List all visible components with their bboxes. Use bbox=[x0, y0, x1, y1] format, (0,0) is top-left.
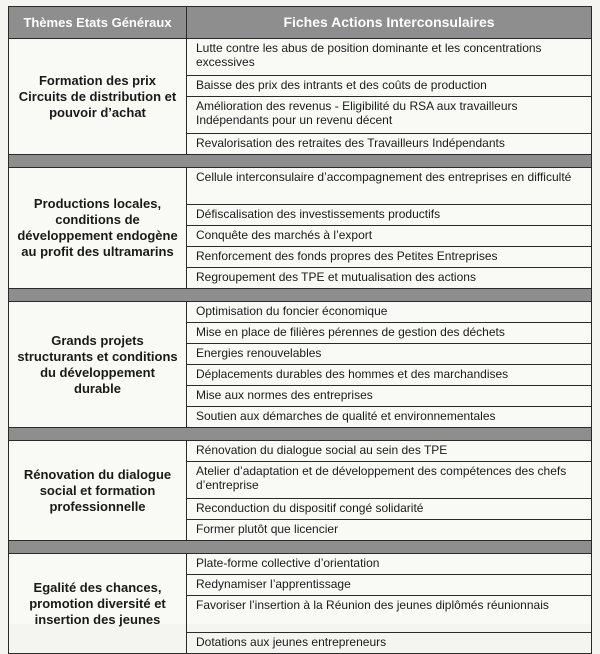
action-cell: Favoriser l’insertion à la Réunion des jeunes diplômés réunionnais bbox=[187, 596, 592, 633]
table-row bbox=[9, 168, 592, 205]
action-cell: Mise en place de filières pérennes de gestion des déchets bbox=[187, 323, 592, 344]
header-themes: Thèmes Etats Généraux bbox=[9, 7, 187, 39]
table-row bbox=[9, 554, 592, 575]
document-page bbox=[8, 6, 592, 649]
theme-cell: Rénovation du dialogue social et formation professionnelle bbox=[9, 441, 187, 541]
actions-table bbox=[8, 6, 592, 654]
action-cell: Regroupement des TPE et mutualisation des actions bbox=[187, 268, 592, 289]
action-cell: Optimisation du foncier économique bbox=[187, 302, 592, 323]
table-row bbox=[9, 302, 592, 323]
separator-row bbox=[9, 289, 592, 302]
theme-cell: Productions locales, conditions de développement endogène au profit des ultramarins bbox=[9, 168, 187, 289]
action-cell: Plate-forme collective d’orientation bbox=[187, 554, 592, 575]
action-cell: Soutien aux démarches de qualité et environnementales bbox=[187, 407, 592, 428]
action-cell: Revalorisation des retraites des Travailleurs Indépendants bbox=[187, 134, 592, 155]
action-cell: Mise aux normes des entreprises bbox=[187, 386, 592, 407]
action-cell: Amélioration des revenus - Eligibilité du RSA aux travailleurs Indépendants pour un revenu décent bbox=[187, 97, 592, 134]
action-cell: Cellule interconsulaire d’accompagnement des entreprises en difficulté bbox=[187, 168, 592, 205]
action-cell: Défiscalisation des investissements productifs bbox=[187, 205, 592, 226]
action-cell: Conquête des marchés à l’export bbox=[187, 226, 592, 247]
table-row bbox=[9, 441, 592, 462]
action-cell: Reconduction du dispositif congé solidarité bbox=[187, 499, 592, 520]
action-cell: Rénovation du dialogue social au sein des TPE bbox=[187, 441, 592, 462]
theme-cell: Egalité des chances, promotion diversité et insertion des jeunes bbox=[9, 554, 187, 654]
theme-cell: Formation des prix Circuits de distribution et pouvoir d’achat bbox=[9, 39, 187, 155]
action-cell: Redynamiser l’apprentissage bbox=[187, 575, 592, 596]
header-actions: Fiches Actions Interconsulaires bbox=[187, 7, 592, 39]
separator-row bbox=[9, 428, 592, 441]
theme-cell: Grands projets structurants et conditions du développement durable bbox=[9, 302, 187, 428]
action-cell: Baisse des prix des intrants et des coûts de production bbox=[187, 76, 592, 97]
table-row bbox=[9, 39, 592, 76]
action-cell: Lutte contre les abus de position dominante et les concentrations excessives bbox=[187, 39, 592, 76]
action-cell: Energies renouvelables bbox=[187, 344, 592, 365]
table-header-row bbox=[9, 7, 592, 39]
separator-row bbox=[9, 155, 592, 168]
action-cell: Déplacements durables des hommes et des marchandises bbox=[187, 365, 592, 386]
action-cell: Dotations aux jeunes entrepreneurs bbox=[187, 633, 592, 654]
action-cell: Former plutôt que licencier bbox=[187, 520, 592, 541]
action-cell: Renforcement des fonds propres des Petites Entreprises bbox=[187, 247, 592, 268]
action-cell: Atelier d’adaptation et de développement des compétences des chefs d’entreprise bbox=[187, 462, 592, 499]
separator-row bbox=[9, 541, 592, 554]
